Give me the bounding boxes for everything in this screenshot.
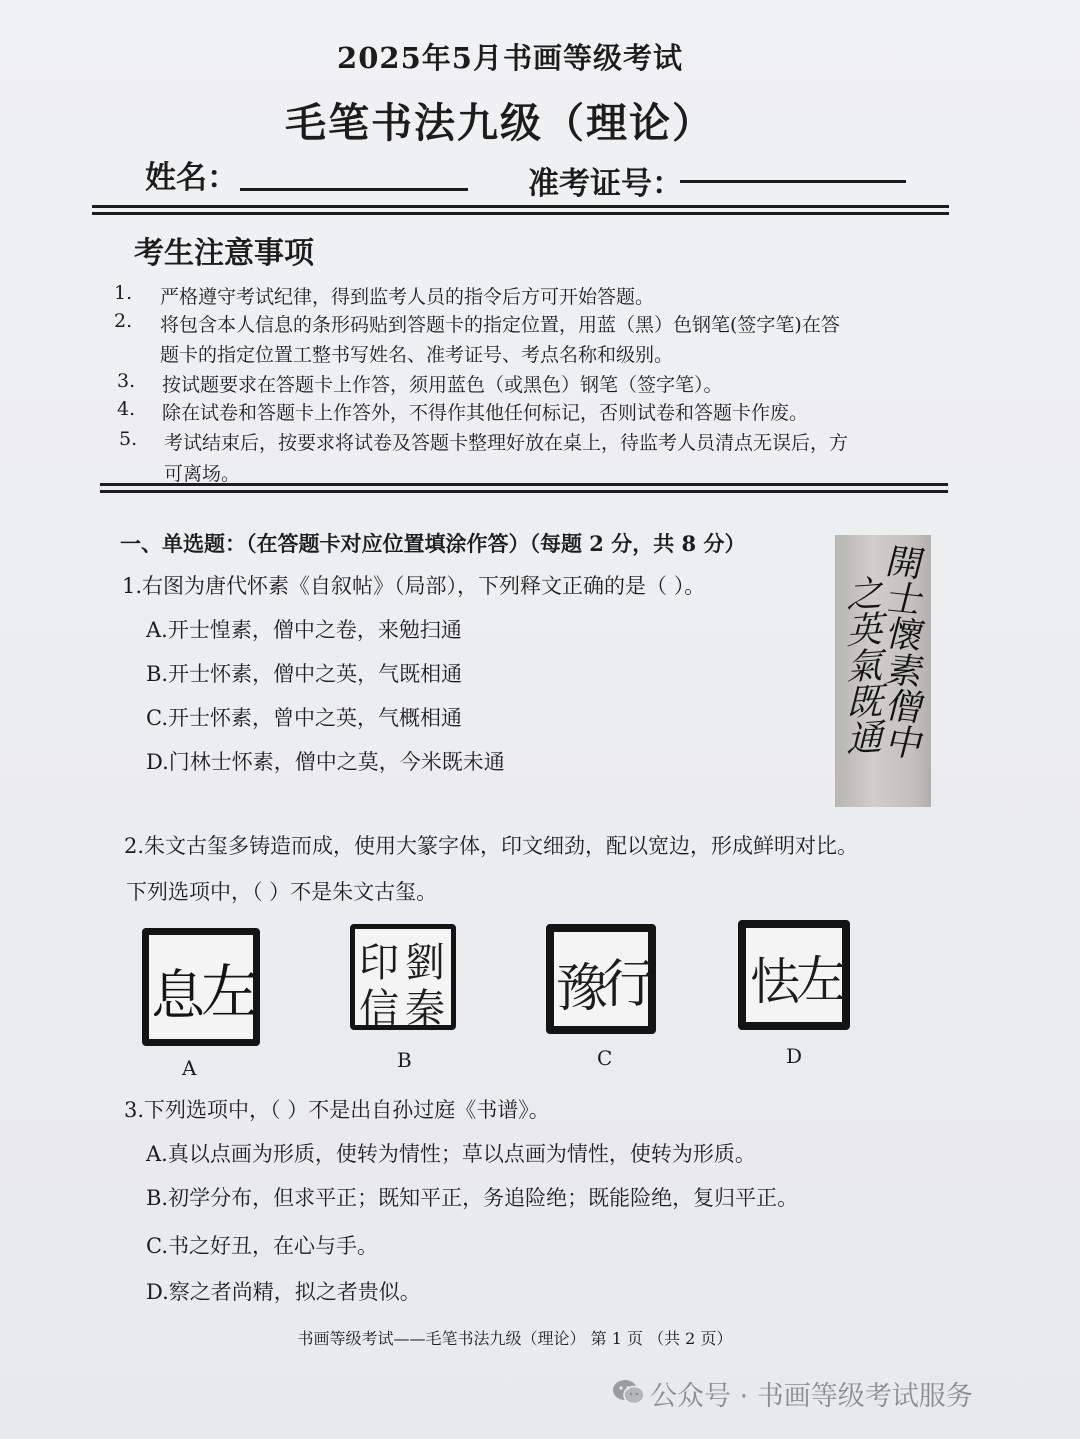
- header-divider-bottom: [92, 212, 949, 215]
- notice-item-5-text-line2: 可离场。: [164, 463, 241, 485]
- question-3-option-c: C.书之好丑，在心与手。: [146, 1234, 378, 1258]
- seal-a-label: A: [182, 1056, 197, 1080]
- seal-b: [350, 924, 456, 1030]
- notice-item-2-text-line1: 将包含本人信息的条形码贴到答题卡的指定位置，用蓝（黑）色钢笔(签字笔)在答: [160, 314, 840, 336]
- subject-title: 毛笔书法九级（理论）: [285, 99, 715, 147]
- seal-b-glyph-1: 劉: [405, 940, 445, 986]
- seal-b-glyph-2: 秦: [405, 986, 445, 1032]
- ticket-number-blank: [680, 180, 906, 183]
- notice-item-2-num: 2.: [114, 310, 133, 332]
- question-2-stem-line2: 下列选项中，（ ）不是朱文古玺。: [126, 880, 438, 904]
- page-footer: 书画等级考试——毛笔书法九级（理论） 第 1 页 （共 2 页）: [297, 1329, 733, 1348]
- seal-a-glyph-right: 左: [201, 958, 260, 1026]
- notice-title: 考生注意事项: [134, 236, 314, 271]
- seal-a: [142, 928, 260, 1046]
- notice-item-3-text: 按试题要求在答题卡上作答，须用蓝色（或黑色）钢笔（签字笔）。: [162, 374, 723, 396]
- ticket-number-label: 准考证号：: [528, 166, 683, 202]
- question-1-stem: 1.右图为唐代怀素《自叙帖》（局部），下列释文正确的是（ ）。: [122, 574, 706, 598]
- notice-divider-top: [100, 483, 948, 486]
- seal-c-glyph-right: 行: [602, 955, 655, 1015]
- notice-item-2-text-line2: 题卡的指定位置工整书写姓名、准考证号、考点名称和级别。: [160, 344, 674, 366]
- seal-c-label: C: [597, 1046, 613, 1070]
- notice-item-3-num: 3.: [117, 370, 136, 392]
- question-3-stem: 3.下列选项中，（ ）不是出自孙过庭《书谱》。: [124, 1098, 550, 1122]
- seal-d-label: D: [786, 1044, 803, 1068]
- question-1-option-d: D.门林士怀素，僧中之莫，今米既未通: [146, 750, 505, 774]
- seal-d: [738, 920, 850, 1030]
- seal-b-glyph-3: 印: [359, 940, 399, 986]
- question-3-option-a: A.真以点画为形质，使转为情性；草以点画为情性，使转为形质。: [146, 1142, 756, 1166]
- seal-d-glyph-right: 左: [796, 951, 846, 1009]
- seal-c: [546, 924, 656, 1034]
- watermark-text: 公众号 · 书画等级考试服务: [650, 1381, 973, 1412]
- calligraphy-image: [835, 535, 931, 807]
- question-2-stem-line1: 2.朱文古玺多铸造而成，使用大篆字体，印文细劲，配以宽边，形成鲜明对比。: [124, 834, 859, 858]
- wechat-icon: [612, 1378, 646, 1406]
- seal-c-glyph-left: 豫: [556, 959, 609, 1019]
- seal-b-glyph-4: 信: [359, 986, 399, 1032]
- question-1-option-b: B.开士怀素，僧中之英，气既相通: [146, 662, 463, 686]
- seal-b-label: B: [397, 1048, 412, 1072]
- question-3-option-b: B.初学分布，但求平正；既知平正，务追险绝；既能险绝，复归平正。: [146, 1186, 799, 1210]
- seal-d-glyph-left: 怯: [750, 953, 800, 1011]
- section-1-title: 一、单选题：（在答题卡对应位置填涂作答）（每题 2 分，共 8 分）: [120, 531, 746, 556]
- exam-title: 2025年5月书画等级考试: [337, 41, 683, 75]
- question-3-option-d: D.察之者尚精，拟之者贵似。: [146, 1280, 421, 1304]
- notice-divider-bottom: [100, 490, 948, 493]
- question-1-option-a: A.开士惶素，僧中之卷，来勉扫通: [146, 618, 462, 642]
- name-blank: [240, 188, 468, 191]
- notice-item-4-num: 4.: [117, 398, 136, 420]
- notice-item-5-num: 5.: [119, 428, 138, 450]
- header-divider-top: [92, 205, 949, 208]
- notice-item-1-num: 1.: [114, 282, 133, 304]
- notice-item-1-text: 严格遵守考试纪律，得到监考人员的指令后方可开始答题。: [160, 286, 655, 308]
- calligraphy-column-1: 開士懷素僧中: [879, 540, 920, 762]
- notice-item-4-text: 除在试卷和答题卡上作答外，不得作其他任何标记，否则试卷和答题卡作废。: [162, 402, 809, 424]
- question-1-option-c: C.开士怀素，曾中之英，气概相通: [146, 706, 462, 730]
- name-label: 姓名：: [145, 160, 238, 196]
- seal-a-glyph-left: 息: [151, 964, 205, 1027]
- calligraphy-column-2: 之英氣既通: [841, 573, 882, 757]
- notice-item-5-text-line1: 考试结束后，按要求将试卷及答题卡整理好放在桌上，待监考人员清点无误后，方: [164, 432, 849, 454]
